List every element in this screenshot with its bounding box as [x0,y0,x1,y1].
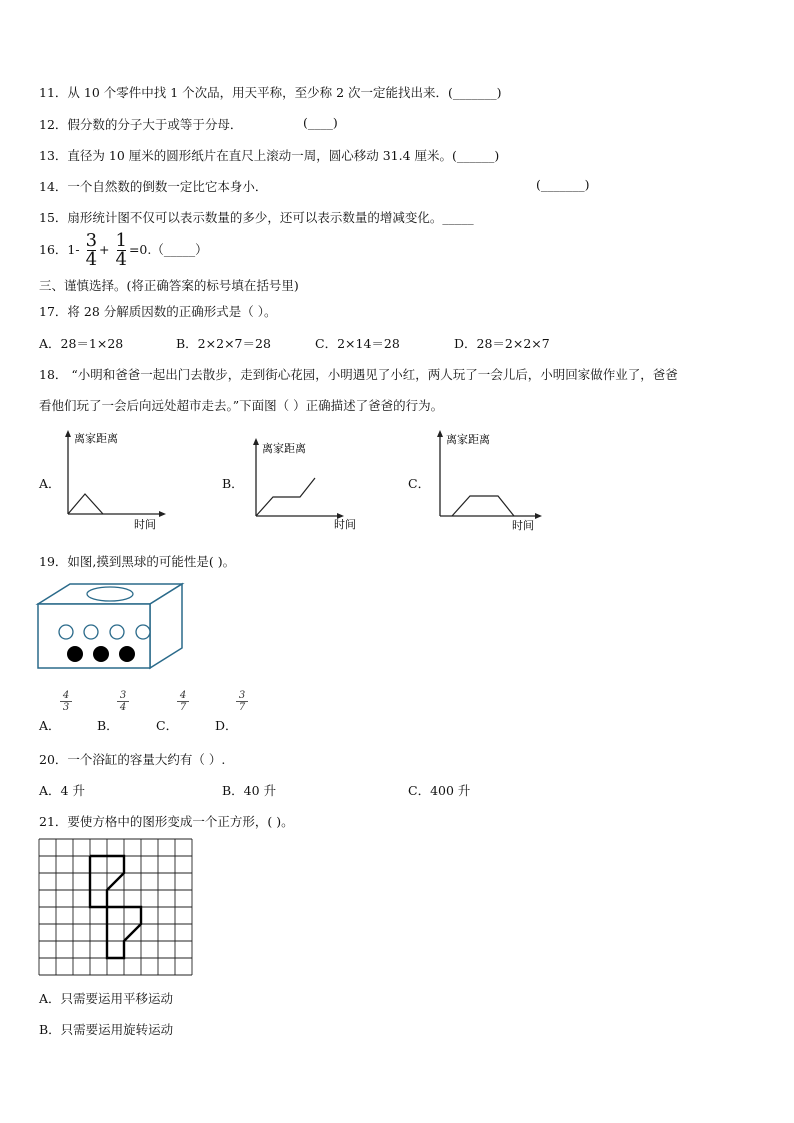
question-17: 17．将 28 分解质因数的正确形式是（ ）。 [39,304,277,319]
q17-option-d[interactable]: D．28＝2×2×7 [454,336,550,351]
question-18-line-1: 18． “小明和爸爸一起出门去散步，走到街心花园，小明遇见了小红，两人玩了一会儿后，小明回家做作业了，爸爸 [39,367,678,382]
section-3-heading: 三、谨慎选择。(将正确答案的标号填在括号里) [39,278,299,293]
q21-option-b[interactable]: B．只需要运用旋转运动 [39,1022,174,1037]
ball-box-figure [34,580,186,672]
graph-b [246,436,366,532]
question-14: 14．一个自然数的倒数一定比它本身小． [39,179,268,194]
q17-option-a[interactable]: A．28＝1×28 [39,336,124,351]
q17-option-b[interactable]: B．2×2×7＝28 [176,336,271,351]
question-21: 21．要使方格中的图形变成一个正方形，( )。 [39,814,294,829]
q21-option-a[interactable]: A．只需要运用平移运动 [39,991,174,1006]
q18-option-b-label[interactable]: B． [222,476,244,491]
square-grid-figure [38,838,194,977]
q19-option-c-fraction: 4 7 [177,690,189,713]
q20-option-c[interactable]: C．400 升 [408,783,471,798]
question-13: 13．直径为 10 厘米的圆形纸片在直尺上滚动一周，圆心移动 31.4 厘米。(______) [39,148,500,163]
q16-fraction-1: $\frac{3}{4}$ [85,230,98,270]
q16-fraction-2: $\frac{1}{4}$ [115,230,127,270]
question-19: 19．如图,摸到黑球的可能性是( )。 [39,554,236,569]
black-balls [67,646,135,662]
graph-a-y-label: 离家距离 [74,432,118,445]
question-16 [39,232,208,269]
graph-a [58,428,170,532]
q19-option-a-label[interactable]: A． [39,718,61,733]
q19-option-c-label[interactable]: C． [156,718,179,733]
graph-b-y-label: 离家距离 [262,442,306,455]
question-15: 15．扇形统计图不仅可以表示数量的多少，还可以表示数量的增减变化。_____ [39,210,474,225]
question-14-blank[interactable]: (_______) [536,177,590,192]
question-18-line-2: 看他们玩了一会后向远处超市走去。”下面图（ ）正确描述了爸爸的行为。 [39,398,444,413]
question-12: 12．假分数的分子大于或等于分母． [39,117,243,132]
graph-c-y-label: 离家距离 [446,433,490,446]
q20-option-b[interactable]: B．40 升 [222,783,277,798]
q19-option-a-fraction: 4 3 [60,690,72,713]
question-20: 20．一个浴缸的容量大约有（ ）. [39,752,226,767]
q16-prefix: 16．1- [39,242,80,257]
q19-option-d-label[interactable]: D． [215,718,238,733]
question-12-blank[interactable]: (____) [303,115,338,130]
graph-c [430,428,550,532]
q19-option-b-label[interactable]: B． [97,718,119,733]
question-11: 11．从 10 个零件中找 1 个次品，用天平称，至少称 2 次一定能找出来．(_______) [39,85,502,100]
q19-option-d-fraction: 3 7 [236,690,248,713]
q18-option-a-label[interactable]: A． [39,476,61,491]
q20-option-a[interactable]: A．4 升 [39,783,85,798]
q16-suffix: =0.（_____） [128,242,208,257]
q17-option-c[interactable]: C．2×14＝28 [315,336,400,351]
graph-b-x-label: 时间 [334,518,356,531]
graph-c-x-label: 时间 [512,519,534,532]
q19-option-b-fraction: 3 4 [117,690,129,713]
q16-plus: + [99,242,110,257]
q18-option-c-label[interactable]: C． [408,476,431,491]
graph-a-x-label: 时间 [134,518,156,531]
